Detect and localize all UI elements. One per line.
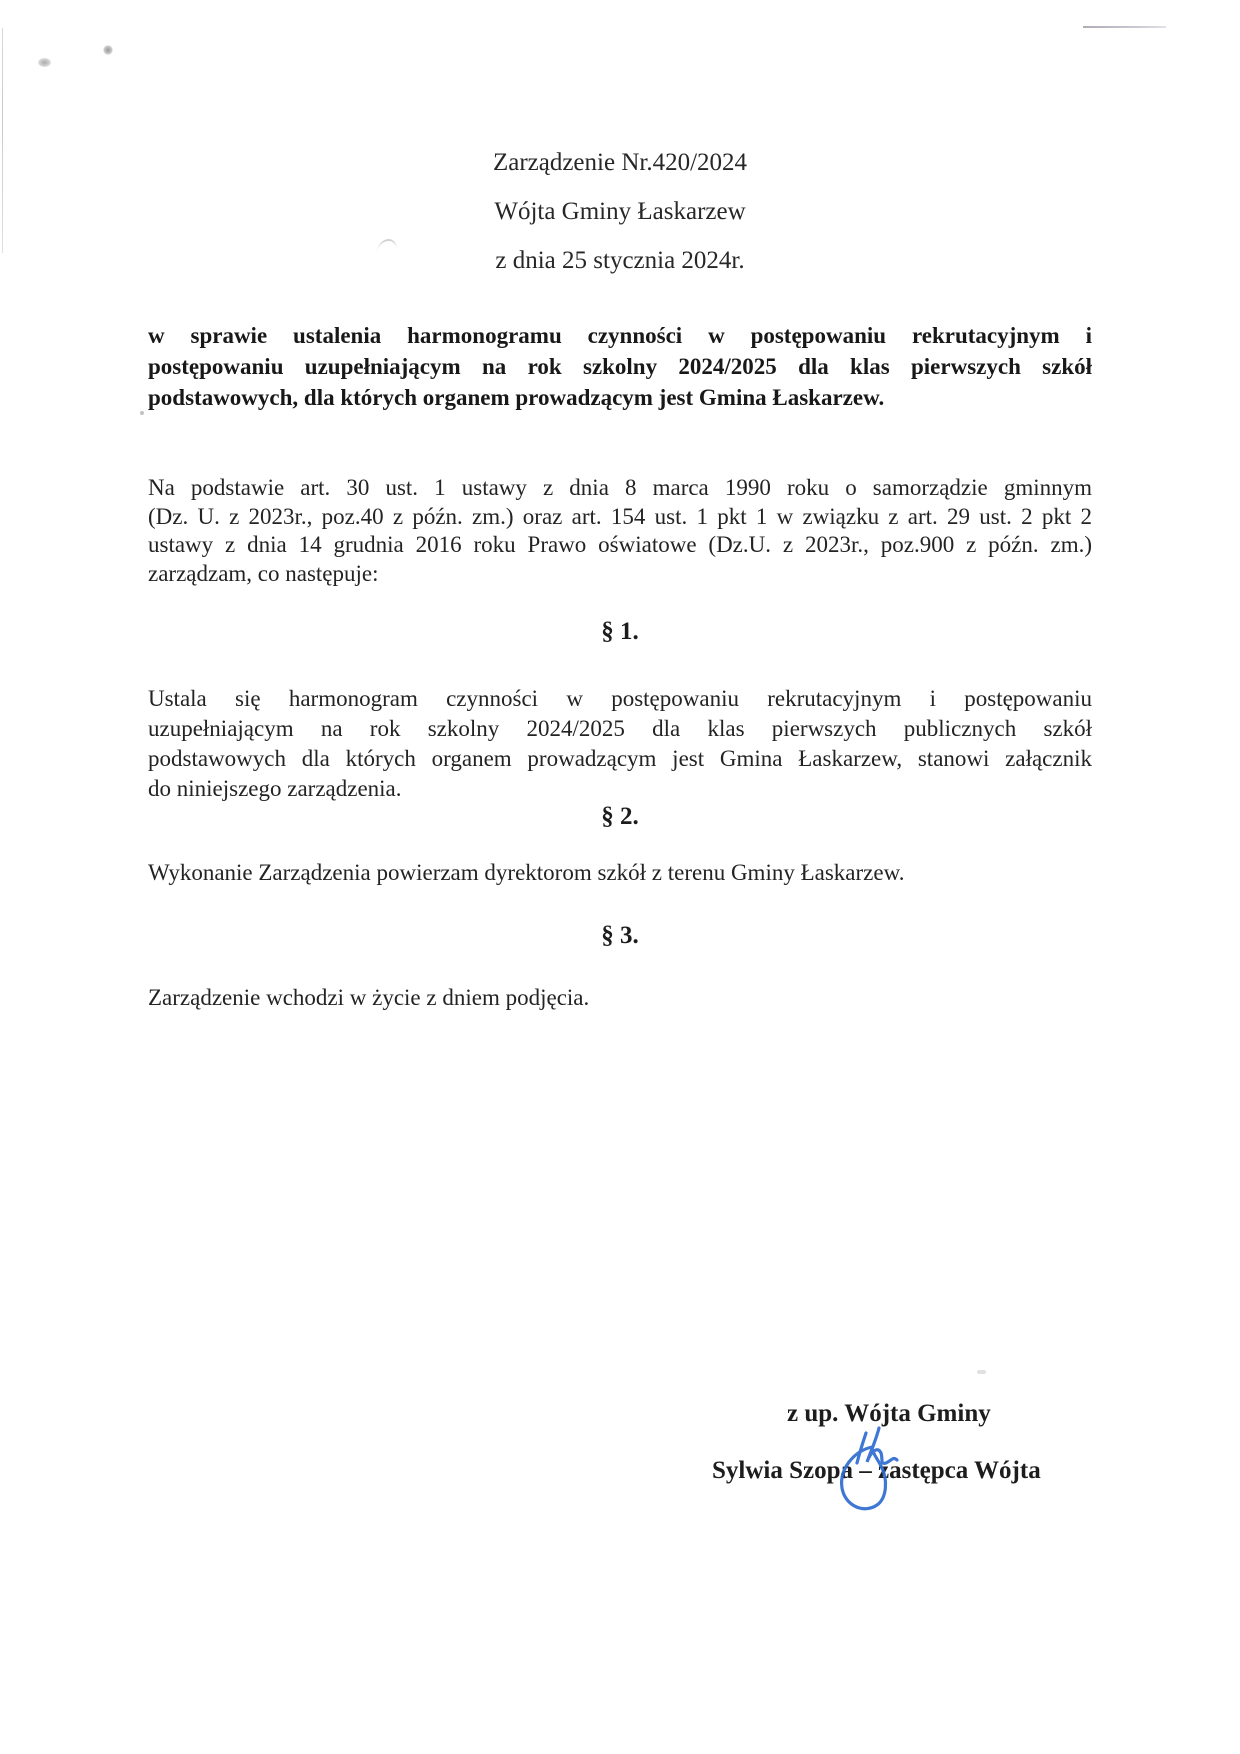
- scan-edge-line: [2, 28, 3, 253]
- section-1-body: [148, 684, 1092, 804]
- signature-name-title: Sylwia Szopa – zastępca Wójta: [712, 1457, 1041, 1484]
- text-line: Wykonanie Zarządzenia powierzam dyrektorom szkół z terenu Gminy Łaskarzew.: [148, 860, 905, 885]
- text-line: Na podstawie art. 30 ust. 1 ustawy z dnia 8 marca 1990 roku o samorządzie gminnym: [148, 475, 1092, 500]
- scan-speck: [140, 411, 144, 415]
- section-3-body: [148, 983, 1092, 1013]
- text-line: w sprawie ustalenia harmonogramu czynności w postępowaniu rekrutacyjnym i: [148, 323, 1092, 348]
- scan-speck: [103, 45, 113, 55]
- title-order-number: Zarządzenie Nr.420/2024: [492, 149, 748, 176]
- text-line: Zarządzenie wchodzi w życie z dniem podjęcia.: [148, 985, 590, 1010]
- text-line: podstawowych, dla których organem prowadzącym jest Gmina Łaskarzew.: [148, 385, 885, 410]
- scan-speck: [977, 1370, 986, 1374]
- title-date: z dnia 25 stycznia 2024r.: [495, 247, 745, 274]
- text-line: zarządzam, co następuje:: [148, 560, 379, 586]
- legal-basis-paragraph: [148, 474, 1092, 588]
- text-line: ustawy z dnia 14 grudnia 2016 roku Prawo oświatowe (Dz.U. z 2023r., poz.900 z późn. zm.): [148, 532, 1092, 557]
- subject-paragraph: [148, 320, 1092, 413]
- signature-authorization: z up. Wójta Gminy: [787, 1400, 991, 1427]
- section-2-body: [148, 858, 1092, 888]
- text-line: Ustala się harmonogram czynności w postępowaniu rekrutacyjnym i postępowaniu: [148, 686, 1092, 711]
- text-line: (Dz. U. z 2023r., poz.40 z późn. zm.) oraz art. 154 ust. 1 pkt 1 w związku z art. 29 ust. 2 pkt 2: [148, 503, 1092, 529]
- text-line: postępowaniu uzupełniającym na rok szkolny 2024/2025 dla klas pierwszych szkół: [148, 354, 1092, 379]
- scan-line-artifact: [1083, 26, 1166, 28]
- scan-speck: [38, 58, 51, 67]
- section-1-heading: § 1.: [601, 618, 639, 645]
- section-3-heading: § 3.: [601, 922, 639, 949]
- title-issuer: Wójta Gminy Łaskarzew: [494, 198, 746, 225]
- text-line: uzupełniającym na rok szkolny 2024/2025 dla klas pierwszych publicznych szkół: [148, 716, 1092, 741]
- text-line: podstawowych dla których organem prowadzącym jest Gmina Łaskarzew, stanowi załącznik: [148, 746, 1092, 771]
- section-2-heading: § 2.: [601, 803, 639, 830]
- handwritten-signature-ink: [800, 1413, 940, 1513]
- text-line: do niniejszego zarządzenia.: [148, 776, 402, 801]
- document-title: [148, 138, 1092, 285]
